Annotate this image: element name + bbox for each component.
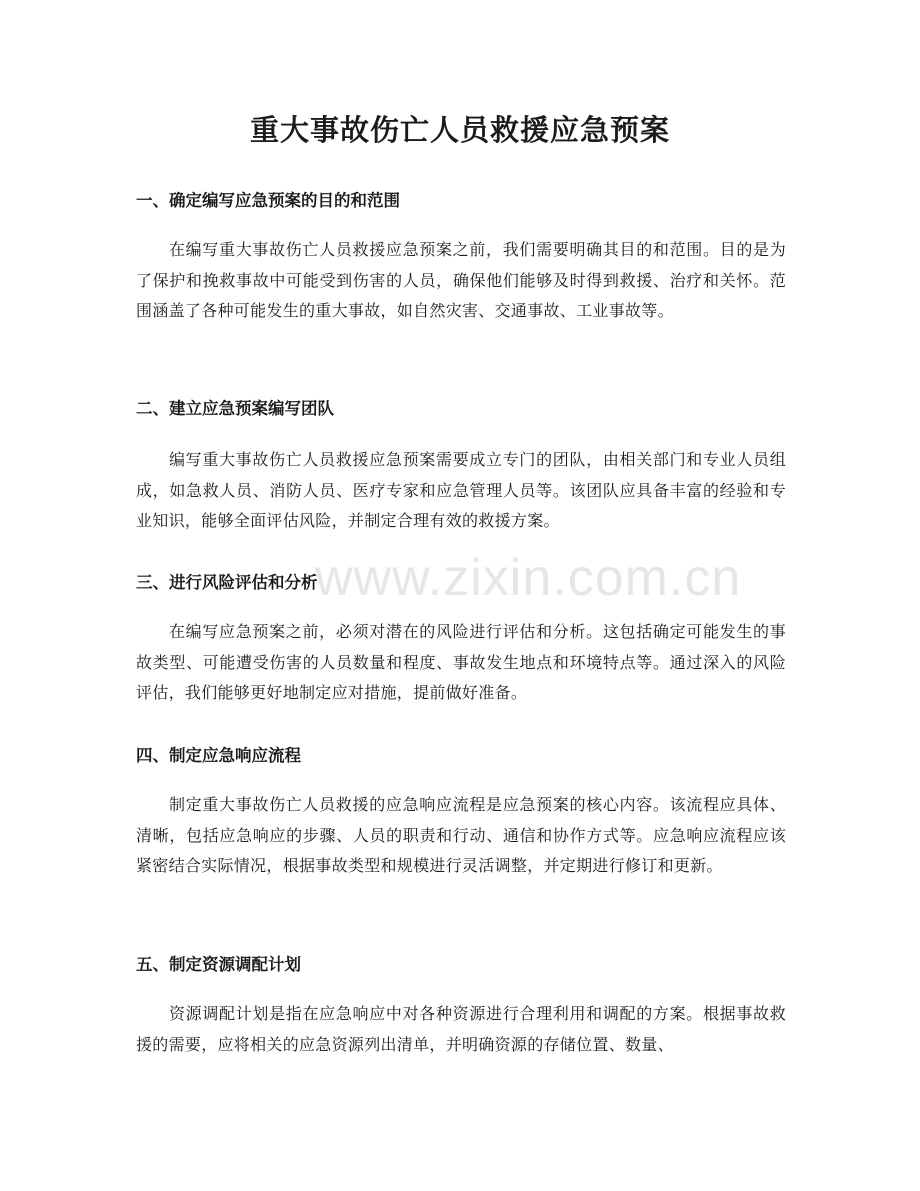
document-title: 重大事故伤亡人员救援应急预案 bbox=[249, 113, 670, 147]
section-paragraph-2: 编写重大事故伤亡人员救援应急预案需要成立专门的团队，由相关部门和专业人员组成，如急救人员、消防人员、医疗专家和应急管理人员等。该团队应具备丰富的经验和专业知识，能够全面评估风险，并制定合理有效的救援方案。 bbox=[136, 450, 786, 530]
section-heading-2: 二、建立应急预案编写团队 bbox=[136, 399, 334, 418]
section-heading-1: 一、确定编写应急预案的目的和范围 bbox=[136, 191, 400, 210]
section-paragraph-5: 资源调配计划是指在应急响应中对各种资源进行合理利用和调配的方案。根据事故救援的需要，应将相关的应急资源列出清单，并明确资源的存储位置、数量、 bbox=[136, 1004, 786, 1054]
section-heading-3: 三、进行风险评估和分析 bbox=[136, 573, 318, 592]
section-paragraph-1: 在编写重大事故伤亡人员救援应急预案之前，我们需要明确其目的和范围。目的是为了保护和挽救事故中可能受到伤害的人员，确保他们能够及时得到救援、治疗和关怀。范围涵盖了各种可能发生的重大事故，如自然灾害、交通事故、工业事故等。 bbox=[136, 240, 786, 320]
section-paragraph-3: 在编写应急预案之前，必须对潜在的风险进行评估和分析。这包括确定可能发生的事故类型、可能遭受伤害的人员数量和程度、事故发生地点和环境特点等。通过深入的风险评估，我们能够更好地制定应对措施，提前做好准备。 bbox=[136, 622, 786, 702]
section-heading-5: 五、制定资源调配计划 bbox=[136, 955, 301, 974]
section-paragraph-4: 制定重大事故伤亡人员救援的应急响应流程是应急预案的核心内容。该流程应具体、清晰，包括应急响应的步骤、人员的职责和行动、通信和协作方式等。应急响应流程应该紧密结合实际情况，根据事故类型和规模进行灵活调整，并定期进行修订和更新。 bbox=[136, 795, 786, 875]
section-heading-4: 四、制定应急响应流程 bbox=[136, 746, 301, 765]
watermark: www.zixin.com.cn bbox=[315, 549, 742, 607]
